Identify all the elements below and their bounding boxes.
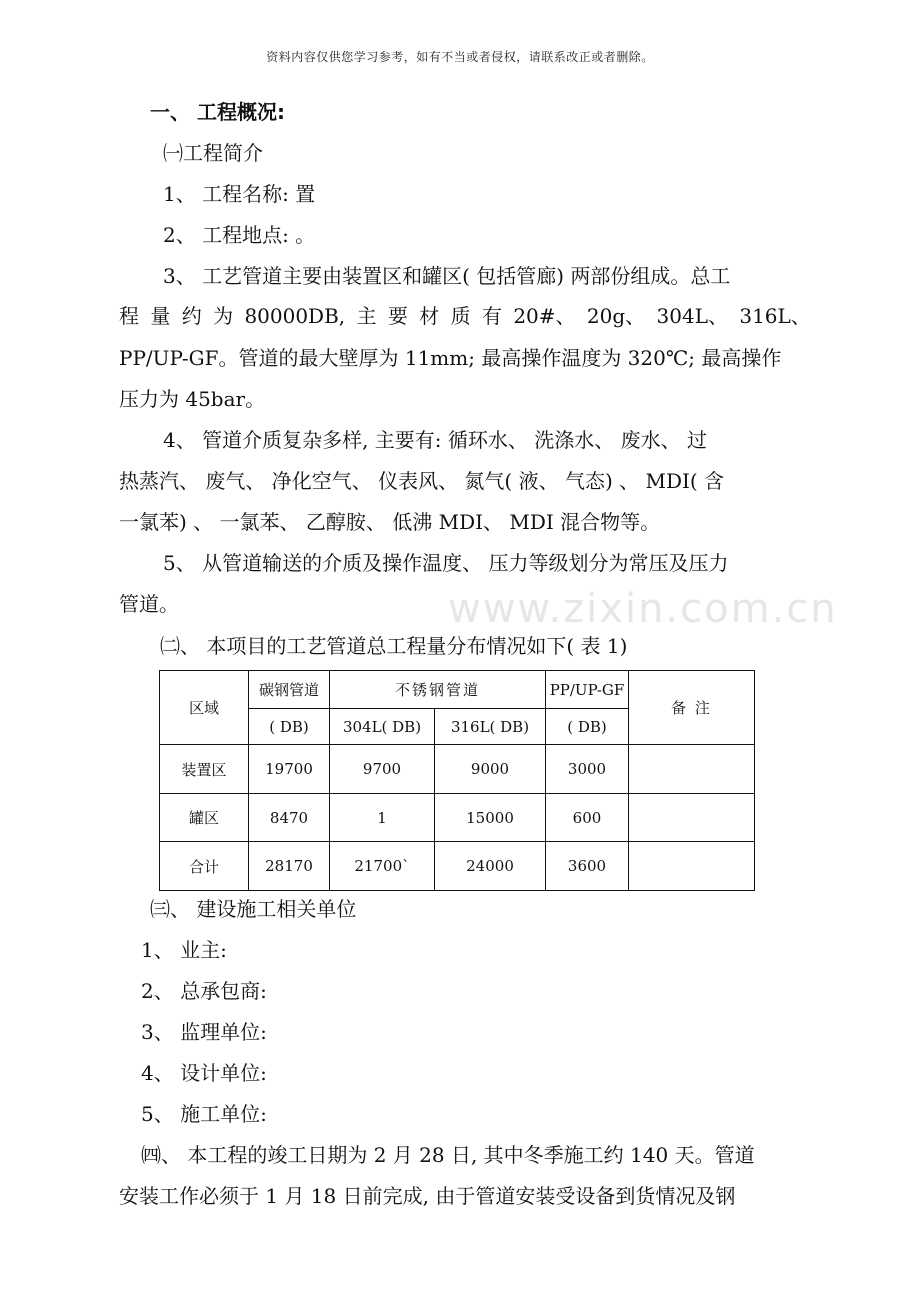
unit-designer: 4、 设计单位: <box>141 1061 267 1085</box>
word: 量 <box>150 304 171 328</box>
background-watermark: www.zixin.com.cn <box>448 586 838 632</box>
unit-supervisor: 3、 监理单位: <box>141 1020 267 1044</box>
header-304l: 304L( DB) <box>330 709 435 745</box>
cell-carbon: 19700 <box>249 745 330 794</box>
cell-note <box>629 745 755 794</box>
cell-note <box>629 842 755 891</box>
header-carbon: 碳钢管道 <box>249 671 330 709</box>
unit-constructor: 5、 施工单位: <box>141 1102 267 1126</box>
cell-316l: 24000 <box>435 842 546 891</box>
word: 材 <box>419 304 440 328</box>
subsection-title-1: ㈠工程简介 <box>163 141 263 165</box>
word: 20g、 <box>586 304 646 328</box>
table-row <box>160 745 755 794</box>
word: 为 <box>213 304 234 328</box>
word: 20#、 <box>513 304 576 328</box>
item3-line3: PP/UP-GF。管道的最大壁厚为 11mm; 最高操作温度为 320℃; 最高操作 <box>119 346 782 370</box>
word: 有 <box>481 304 502 328</box>
table-row <box>160 794 755 842</box>
word: 主 <box>356 304 377 328</box>
table-row <box>160 842 755 891</box>
item5-line2: 管道。 <box>119 592 179 616</box>
completion-line2: 安装工作必须于 1 月 18 日前完成, 由于管道安装受设备到货情况及钢 <box>119 1184 736 1208</box>
cell-area: 装置区 <box>160 745 249 794</box>
header-note: 备 注 <box>629 671 755 745</box>
word: 约 <box>181 304 202 328</box>
word: 程 <box>119 304 139 328</box>
cell-304l: 21700` <box>330 842 435 891</box>
word: 80000DB, <box>244 304 346 328</box>
item4-line3: 一氯苯) 、 一氯苯、 乙醇胺、 低沸 MDI、 MDI 混合物等。 <box>119 510 661 534</box>
item3-line4: 压力为 45bar。 <box>119 387 266 411</box>
item4-line2: 热蒸汽、 废气、 净化空气、 仪表风、 氮气( 液、 气态) 、 MDI( 含 <box>119 469 725 493</box>
disclaimer-header: 资料内容仅供您学习参考，如有不当或者侵权，请联系改正或者删除。 <box>266 50 654 64</box>
header-carbon-unit: ( DB) <box>249 709 330 745</box>
word: 要 <box>387 304 408 328</box>
project-location: 2、 工程地点: 。 <box>163 223 316 247</box>
cell-carbon: 8470 <box>249 794 330 842</box>
cell-304l: 9700 <box>330 745 435 794</box>
completion-line1: ㈣、 本工程的竣工日期为 2 月 28 日, 其中冬季施工约 140 天。管道 <box>141 1143 755 1167</box>
cell-carbon: 28170 <box>249 842 330 891</box>
word: 质 <box>450 304 471 328</box>
section-heading: 一、 工程概况: <box>150 100 285 124</box>
unit-owner: 1、 业主: <box>141 938 227 962</box>
cell-area: 罐区 <box>160 794 249 842</box>
cell-note <box>629 794 755 842</box>
word: 304L、 <box>656 304 728 328</box>
header-316l: 316L( DB) <box>435 709 546 745</box>
item4-line1: 4、 管道介质复杂多样, 主要有: 循环水、 洗涤水、 废水、 过 <box>163 428 707 452</box>
subsection-title-2: ㈡、 本项目的工艺管道总工程量分布情况如下( 表 1) <box>160 634 628 658</box>
cell-pp: 600 <box>546 794 629 842</box>
word: 316L、 <box>739 304 811 328</box>
item3-line1: 3、 工艺管道主要由装置区和罐区( 包括管廊) 两部份组成。总工 <box>163 264 731 288</box>
subsection-title-3: ㈢、 建设施工相关单位 <box>150 897 357 921</box>
header-pp: PP/UP-GF <box>546 671 629 709</box>
item3-line2 <box>119 306 811 326</box>
pipeline-quantity-table <box>159 670 755 891</box>
unit-general-contractor: 2、 总承包商: <box>141 979 267 1003</box>
header-stainless: 不锈钢管道 <box>330 671 546 709</box>
item5-line1: 5、 从管道输送的介质及操作温度、 压力等级划分为常压及压力 <box>163 551 729 575</box>
cell-pp: 3600 <box>546 842 629 891</box>
cell-area: 合计 <box>160 842 249 891</box>
cell-pp: 3000 <box>546 745 629 794</box>
cell-316l: 15000 <box>435 794 546 842</box>
header-area: 区域 <box>160 671 249 745</box>
project-name: 1、 工程名称: 置 <box>163 182 316 206</box>
cell-316l: 9000 <box>435 745 546 794</box>
header-pp-unit: ( DB) <box>546 709 629 745</box>
cell-304l: 1 <box>330 794 435 842</box>
